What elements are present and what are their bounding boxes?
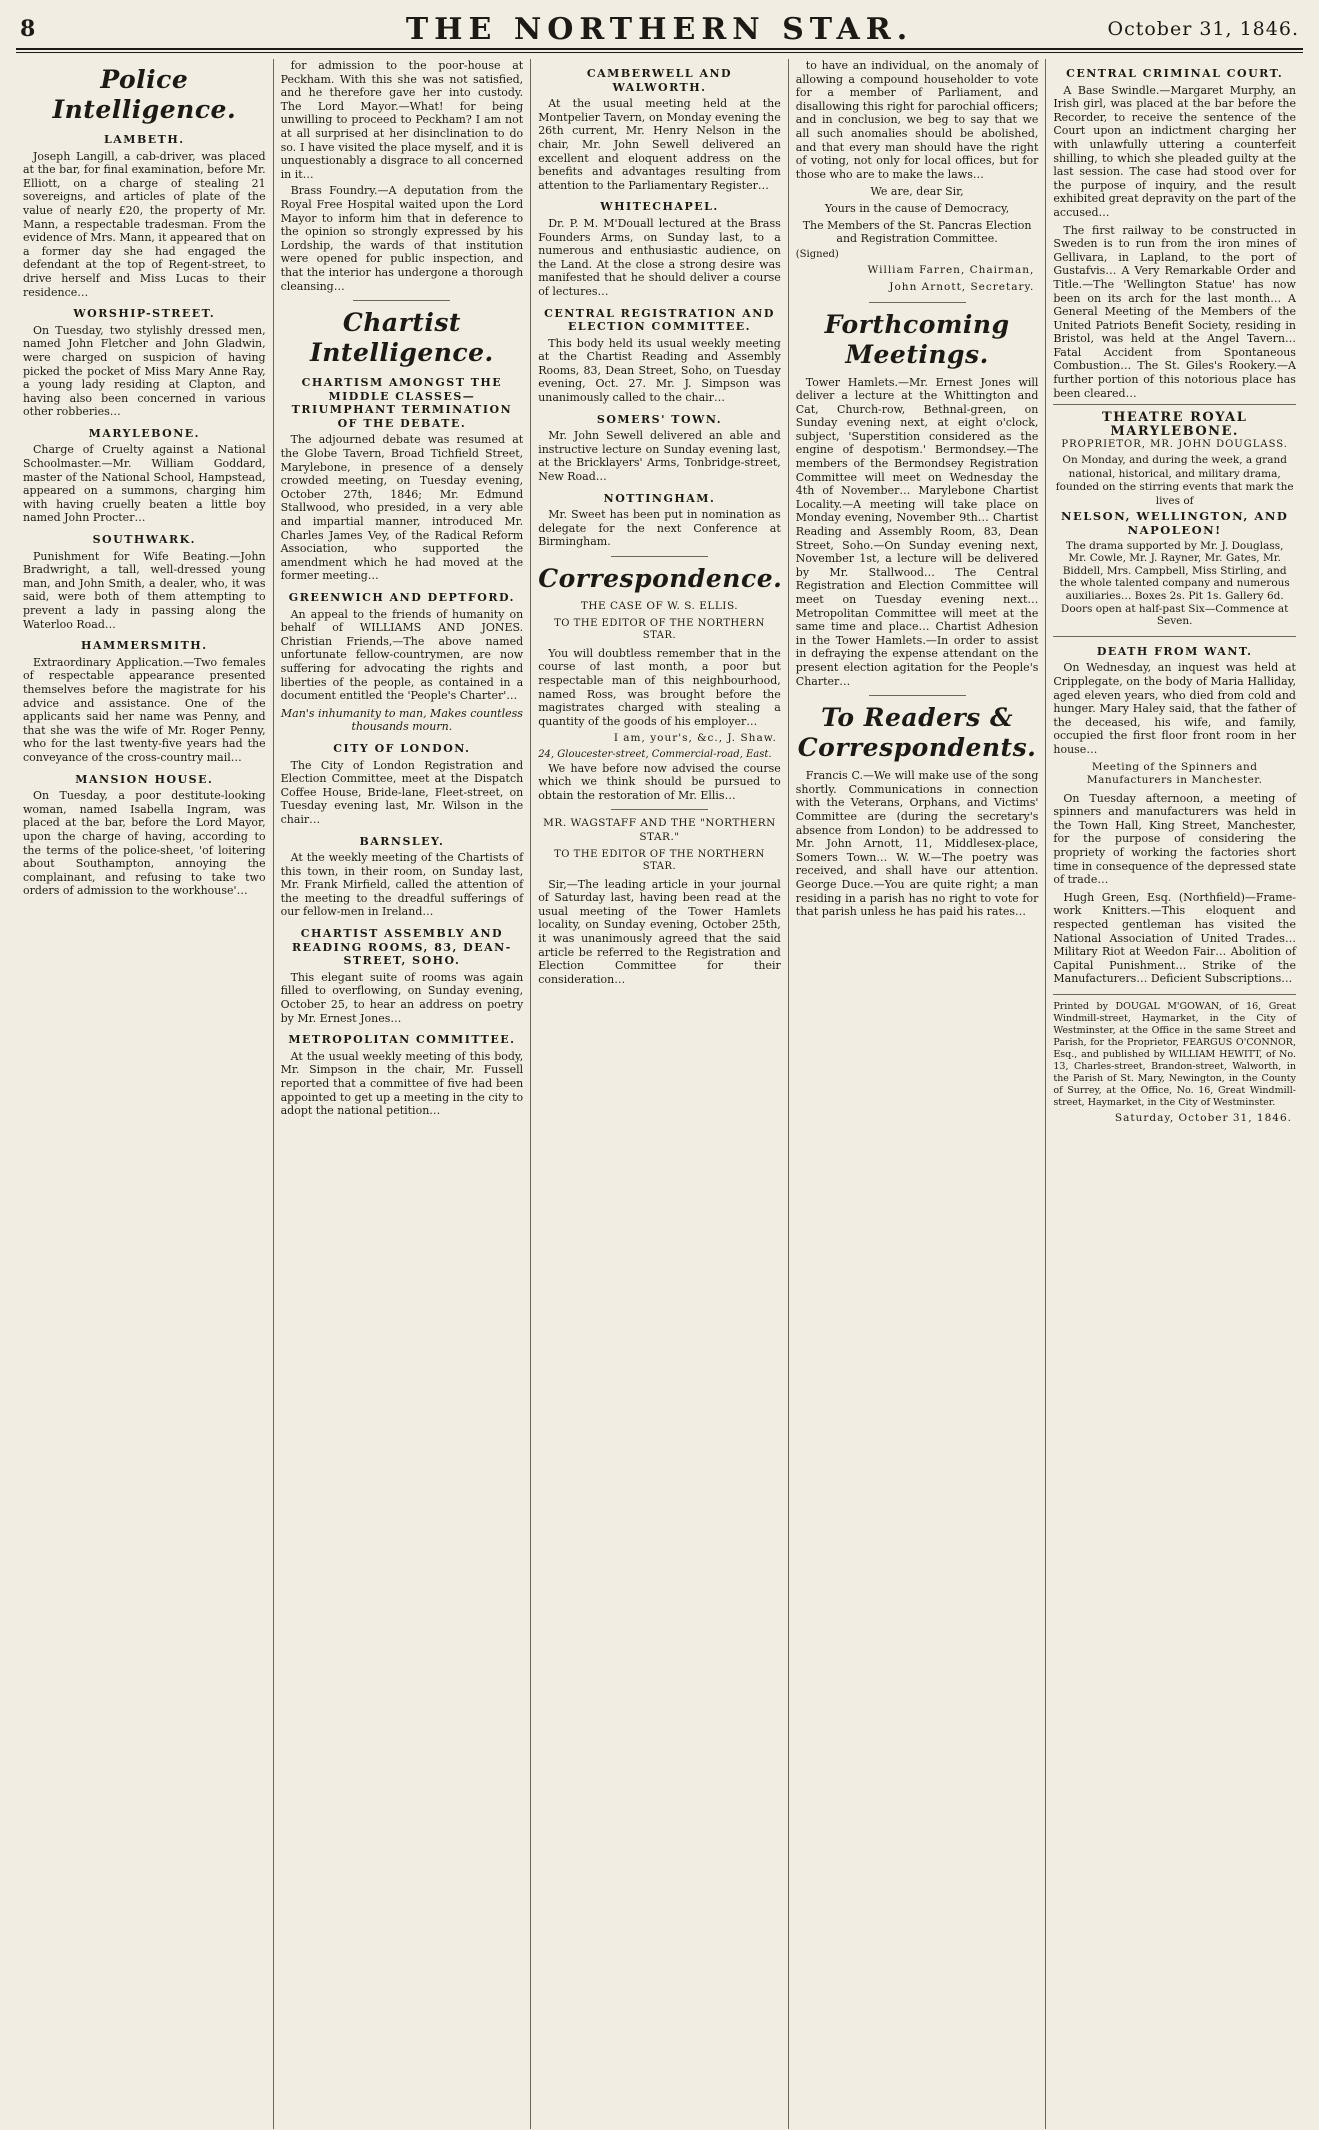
letter-wagstaff — [538, 878, 781, 987]
letter-heading: MR. WAGSTAFF AND THE "NORTHERN STAR." — [543, 817, 776, 843]
article-heading: WHITECHAPEL. — [600, 200, 719, 214]
imprint-date: Saturday, October 31, 1846. — [1114, 1112, 1292, 1124]
article-heading: WORSHIP-STREET. — [73, 307, 216, 321]
ad-subtitle: PROPRIETOR, MR. JOHN DOUGLASS. — [1061, 439, 1288, 451]
article-heading: GREENWICH AND DEPTFORD. — [288, 591, 515, 604]
article-hammersmith — [23, 639, 266, 764]
article-text: The City of London Registration and Election Committee, meet at the Dispatch Coffee House, Bride-lane, Fleet-street, on Tuesday evening last, Mr. Wilson in the chair… — [280, 758, 524, 826]
article-nottingham — [538, 508, 781, 549]
article-somers-town — [538, 429, 781, 483]
letter-signature: I am, your's, &c., J. Shaw. — [613, 732, 777, 745]
divider — [353, 300, 450, 301]
letter-ellis — [538, 647, 781, 729]
imprint-text: Printed by DOUGAL M'GOWAN, of 16, Great Windmill-street, Haymarket, in the City of Westminster, at the Office in the same Street and Parish, for the Proprietor, FEARGUS O'CONNOR, Esq., and published by WILLIAM HEWITT, of No. 13, Charles-street, Brandon-street, Walworth, in the Parish of St. Mary, Newington, in the County of Surrey, at the Office, No. 16, Great Windmill-street, Haymarket, in the City of Westminster. — [1053, 1001, 1296, 1108]
sign-line: William Farren, Chairman, — [867, 264, 1035, 277]
column-2 — [274, 59, 532, 2129]
article-text: On Tuesday, a poor destitute-looking woman, named Isabella Ingram, was placed at the bar, before the Lord Mayor, upon the charge of having, according to the terms of the police-sheet, 'of loitering about Southampton, annoying the complainant, and refusing to take two orders of admission to the workhouse'… — [23, 789, 266, 898]
column-3 — [531, 59, 789, 2129]
verse: Man's inhumanity to man, Makes countless thousands mourn. — [280, 706, 523, 734]
page-number: 8 — [20, 16, 36, 42]
section-title-correspondence: Correspondence. — [538, 564, 783, 593]
sign-line: John Arnott, Secretary. — [889, 280, 1035, 293]
article-chartism-middle-classes — [281, 433, 524, 583]
article-lambeth — [23, 133, 266, 299]
article-text: This body held its usual weekly meeting at the Chartist Reading and Assembly Rooms, 83, Dean Street, Soho, on Tuesday evening, Oct. 27. Mr. J. Simpson was unanimously called to the chair… — [538, 336, 781, 405]
article-text: to have an individual, on the anomaly of allowing a compound householder to vote for a member of Parliament, and disallowing this right for parochial officers; and in conclusion, we beg to say that we all such anomalies should be abolished, and that every man should have the right of voting, not only for local offices, but for those who are to make the laws… — [795, 59, 1039, 181]
ad-title: THEATRE ROYAL MARYLEBONE. — [1101, 410, 1248, 439]
section-title-readers: To Readers & Correspondents. — [797, 703, 1037, 763]
article-text: At the usual weekly meeting of this body, Mr. Simpson in the chair, Mr. Fussell reported that a committee of five had been appointed to get up a meeting in the city to adopt the national petition… — [280, 1049, 524, 1118]
columns — [16, 59, 1303, 2129]
article-heading: NOTTINGHAM. — [603, 491, 716, 505]
article-text: Punishment for Wife Beating.—John Bradwright, a tall, well-dressed young man, and John Smith, a dealer, who, it was said, were both of them attempting to prevent a lady in passing along the Waterloo Road… — [23, 549, 266, 631]
article-heading: BARNSLEY. — [359, 834, 445, 848]
sign-line: Yours in the cause of Democracy, — [824, 201, 1010, 215]
newspaper-title: THE NORTHERN STAR. — [405, 12, 914, 47]
article-central-registration — [538, 337, 781, 405]
article-worship-street — [23, 307, 266, 419]
article-text: On Tuesday afternoon, a meeting of spinners and manufacturers was held in the Town Hall, King Street, Manchester, for the purpose of considering the propriety of working the factories short time in consequence of the depressed state of trade… — [1053, 791, 1296, 887]
meetings-text: Tower Hamlets.—Mr. Ernest Jones will deliver a lecture at the Whittington and Cat, Church-row, Bethnal-green, on Sunday evening next, at eight o'clock, subject, 'Superstition considered as the engine of despotism.' Bermondsey.—The members of the Bermondsey Registration Committee will meet on Wednesday the 4th of November… Marylebone Chartist Locality.—A meeting will take place on Monday evening, November 9th… Chartist Reading and Assembly Room, 83, Dean Street, Soho.—On Sunday evening next, November 1st, a lecture will be delivered by Mr. Stallwood… The Central Registration and Election Committee will meet on Tuesday evening next… Metropolitan Committee will meet at the same time and place… Chartist Adhesion in the Tower Hamlets.—In order to assist in defraying the expense attendant on the present election agitation for the People's Charter… — [795, 375, 1039, 688]
article-heading: CAMBERWELL AND WALWORTH. — [586, 67, 733, 94]
article-text: On Wednesday, an inquest was held at Cripplegate, on the body of Maria Halliday, aged eleven years, who died from cold and hunger. Mary Haley said, that the father of the deceased, his wife, and family, occupied the first floor front room in her house… — [1053, 661, 1296, 756]
sign-line: The Members of the St. Pancras Election and Registration Committee. — [802, 218, 1032, 246]
article-heading: Meeting of the Spinners and Manufacturers in Manchester. — [1086, 760, 1263, 787]
article-heading: SOUTHWARK. — [92, 533, 196, 547]
article-text: At the usual meeting held at the Montpelier Tavern, on Monday evening the 26th current, Mr. Henry Nelson in the chair, Mr. John Sewell delivered an excellent and eloquent address on the benefits and advantages resulting from attention to the Parliamentary Register… — [538, 97, 781, 192]
article-text: for admission to the poor-house at Peckham. With this she was not satisfied, and he therefore gave her into custody. The Lord Mayor.—What! for being unwilling to proceed to Peckham? I am not at all surprised at her disinclination to do so. I have visited the place myself, and it is unquestionably a disgrace to all concerned in it… — [280, 59, 524, 181]
section-title-police: Police Intelligence. — [52, 65, 237, 124]
article-text: Joseph Langill, a cab-driver, was placed at the bar, for final examination, before Mr. Elliott, on a charge of stealing 21 sovereigns, and articles of plate of the value of nearly £20, the property of Mr. Mann, a respectable tradesman. From the evidence of Mrs. Mann, it appeared that on a former day she had engaged the defendant at the top of Regent-street, to drive herself and Miss Lucas to their residence… — [23, 149, 266, 299]
column-1 — [16, 59, 274, 2129]
article-heading: MARYLEBONE. — [88, 426, 200, 440]
issue-date: October 31, 1846. — [1107, 18, 1299, 40]
column-5 — [1046, 59, 1303, 2129]
article-dean-street — [281, 971, 524, 1025]
article-miscellany — [1053, 224, 1296, 401]
article-heading: CENTRAL CRIMINAL COURT. — [1066, 67, 1284, 80]
article-text: Brass Foundry.—A deputation from the Royal Free Hospital waited upon the Lord Mayor to inform him that in deference to the opinion so strongly expressed by his Lordship, the wards of that institution were opened for public inspection, and that the interior has undergone a thorough cleansing… — [280, 184, 524, 293]
printer-imprint — [1053, 994, 1296, 1124]
article-heading: HAMMERSMITH. — [81, 639, 208, 653]
editor-note — [538, 762, 781, 803]
article-text: A Base Swindle.—Margaret Murphy, an Irish girl, was placed at the bar before the Recorder, to receive the sentence of the Court upon an indictment charging her with unlawfully uttering a counterfeit shilling, to which she pleaded guilty at the last session. The case had stood over for the purpose of inquiry, and the result exhibited great depravity on the part of the accused… — [1053, 83, 1296, 219]
section-title-chartist: Chartist Intelligence. — [310, 308, 494, 368]
letter-address: 24, Gloucester-street, Commercial-road, East. — [538, 748, 772, 760]
article-text: On Tuesday, two stylishly dressed men, named John Fletcher and John Gladwin, were charged on suspicion of having picked the pocket of Miss Mary Anne Ray, a young lady residing at Clapton, and having also been concerned in various other robberies… — [23, 323, 266, 419]
article-metropolitan-committee — [281, 1050, 524, 1118]
masthead — [16, 10, 1303, 50]
article-heading: CHARTIST ASSEMBLY AND READING ROOMS, 83, DEAN-STREET, SOHO. — [292, 927, 512, 968]
meetings-list — [796, 376, 1039, 689]
ad-text: On Monday, and during the week, a grand national, historical, and military drama, founded on the stirring events that mark the lives of — [1055, 454, 1294, 507]
article-more — [1053, 891, 1296, 986]
sign-line: We are, dear Sir, — [870, 185, 964, 199]
article-text: Dr. P. M. M'Douall lectured at the Brass Founders Arms, on Sunday last, to a numerous and enthusiastic audience, on the Land. At the close a strong desire was manifested that he should deliver a course of lectures… — [538, 216, 781, 298]
theatre-advertisement — [1053, 404, 1296, 637]
article-text: The adjourned debate was resumed at the Globe Tavern, Broad Tichfield Street, Marylebone, in presence of a densely crowded meeting, on Tuesday evening, October 27th, 1846; Mr. Edmund Stallwood, who presided, in a very able and impartial manner, introduced Mr. Charles James Vey, of the Radical Reform Association, who supported the amendment which he had moved at the former meeting… — [280, 433, 524, 583]
article-barnsley — [281, 851, 524, 919]
divider — [611, 556, 708, 557]
article-text: Mr. Sweet has been put in nomination as delegate for the next Conference at Birmingham. — [538, 508, 781, 549]
letter-text: You will doubtless remember that in the course of last month, a poor but respectable man of this neighbourhood, named Ross, was brought before the magistrates charged with stealing a quantity of the goods of his employer… — [538, 646, 781, 728]
readers-text: Francis C.—We will make use of the song shortly. Communications in connection with the Veterans, Orphans, and Victims' Committee are (during the secretary's absence from London) to be addressed to Mr. John Arnott, 11, Middlesex-place, Somers Town… W. W.—The poetry was received, and shall have our attention. George Duce.—You are quite right; a man residing in a parish has no right to vote for that parish unless he has paid his rates… — [795, 769, 1039, 919]
ad-headline: NELSON, WELLINGTON, AND NAPOLEON! — [1061, 509, 1289, 537]
article-manufacturers — [1053, 792, 1296, 887]
article-text: At the weekly meeting of the Chartists of this town, in their room, on Sunday last, Mr. Frank Mirfield, called the attention of the meeting to the dreadful sufferings of our fellow-men in Ireland… — [280, 851, 524, 919]
article-southwark — [23, 533, 266, 631]
readers-notices — [796, 769, 1039, 919]
article-heading: DEATH FROM WANT. — [1096, 644, 1253, 658]
article-city-of-london — [281, 759, 524, 827]
divider — [611, 809, 708, 810]
signed-label: (Signed) — [795, 248, 839, 260]
letter-text: Sir,—The leading article in your journal of Saturday last, having been read at the usual meeting of the Tower Hamlets locality, on Sunday evening, October 25th, it was unanimously agreed that the said article be referred to the Registration and Election Committee for their consideration… — [538, 877, 781, 986]
article-greenwich — [281, 608, 524, 703]
article-continued — [281, 59, 524, 293]
article-heading: CITY OF LONDON. — [333, 741, 471, 755]
article-text: This elegant suite of rooms was again filled to overflowing, on Sunday evening, October 25, to hear an address on poetry by Mr. Ernest Jones… — [280, 970, 524, 1025]
ad-text: The drama supported by Mr. J. Douglass, Mr. Cowle, Mr. J. Rayner, Mr. Gates, Mr. Biddell, Mrs. Campbell, Miss Stirling, and the whole talented company and numerous auxiliaries… Boxes 2s. Pit 1s. Gallery 6d. Doors open at half-past Six—Commence at Seven. — [1059, 539, 1290, 628]
letter-heading: THE CASE OF W. S. ELLIS. — [580, 600, 739, 612]
editor-note-text: We have before now advised the course which we think should be pursued to obtain the restoration of Mr. Ellis… — [538, 761, 781, 802]
article-criminal-court — [1053, 84, 1296, 220]
article-text: Hugh Green, Esq. (Northfield)—Frame-work Knitters.—This eloquent and respected gentleman has visited the National Association of United Trades… Military Riot at Weedon Fair… Abolition of Capital Punishment… Strike of the Manufacturers… Deficient Subscriptions… — [1053, 890, 1296, 986]
divider — [869, 302, 966, 303]
article-death-from-want — [1053, 661, 1296, 756]
article-continued — [796, 59, 1039, 181]
section-title-meetings: Forthcoming Meetings. — [824, 309, 1010, 369]
masthead-rule — [16, 50, 1303, 53]
divider — [869, 695, 966, 696]
article-heading: LAMBETH. — [104, 133, 185, 146]
article-heading: METROPOLITAN COMMITTEE. — [288, 1033, 516, 1047]
article-heading: SOMERS' TOWN. — [596, 412, 723, 426]
article-text: Charge of Cruelty against a National Schoolmaster.—Mr. William Goddard, master of the National School, Hampstead, appeared on a summons, charging him with having cruelly beaten a little boy named John Procter… — [23, 443, 266, 525]
article-text: An appeal to the friends of humanity on behalf of WILLIAMS AND JONES. Christian Friends,—The above named unfortunate fellow-countrymen, are now suffering for advocating the rights and liberties of the people, as contained in a document entitled the 'People's Charter'… — [280, 607, 524, 703]
article-text: Extraordinary Application.—Two females of respectable appearance presented themselves before the magistrate for his advice and assistance. One of the applicants said her name was Penny, and that she was the wife of Mr. Roger Penny, who for the last twenty-five years had the conveyance of the cross-country mail… — [23, 655, 266, 764]
article-marylebone — [23, 427, 266, 525]
article-camberwell — [538, 97, 781, 192]
article-heading: MANSION HOUSE. — [75, 772, 214, 786]
letter-addressee: TO THE EDITOR OF THE NORTHERN STAR. — [554, 617, 765, 642]
article-heading: CHARTISM AMONGST THE MIDDLE CLASSES—TRIUMPHANT TERMINATION OF THE DEBATE. — [291, 376, 513, 430]
letter-addressee: TO THE EDITOR OF THE NORTHERN STAR. — [554, 848, 765, 873]
article-whitechapel — [538, 217, 781, 299]
article-mansion-house — [23, 773, 266, 898]
article-text: Mr. John Sewell delivered an able and instructive lecture on Sunday evening last, at the Bricklayers' Arms, Tonbridge-street, New Road… — [538, 429, 781, 484]
article-heading: CENTRAL REGISTRATION AND ELECTION COMMITTEE. — [544, 306, 775, 334]
column-4 — [789, 59, 1047, 2129]
article-text: The first railway to be constructed in Sweden is to run from the iron mines of Gellivara, in Lapland, to the port of Gustafvis… A Very Remarkable Order and Title.—The 'Wellington Statue' has now been on its arch for the last month… A General Meeting of the Members of the United Patriots Benefit Society, residing in Bristol, was held at the Angel Tavern… Fatal Accident from Spontaneous Combustion… The St. Giles's Rookery.—A further portion of this notorious place has been cleared… — [1053, 223, 1296, 400]
